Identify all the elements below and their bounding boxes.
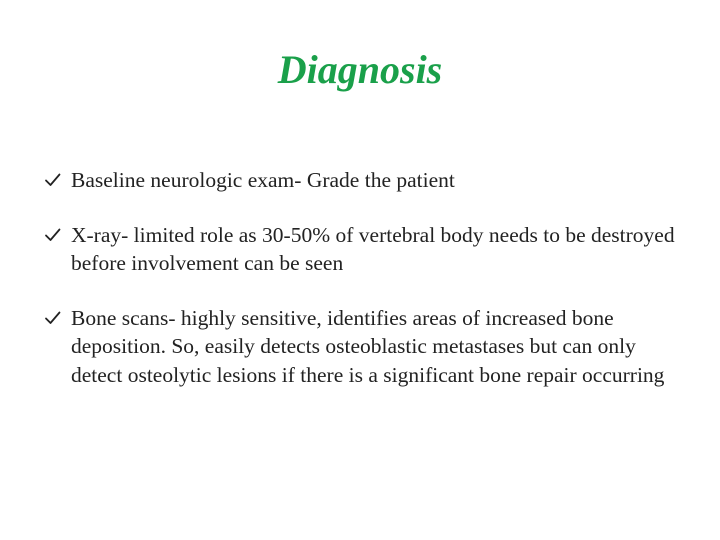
bullet-item [44, 166, 684, 195]
bullet-text: X-ray- limited role as 30-50% of vertebral body needs to be destroyed before involvement can be seen [71, 222, 675, 275]
slide-title: Diagnosis [277, 47, 443, 92]
checkmark-icon [44, 309, 62, 327]
bullet-item [44, 221, 684, 278]
checkmark-icon [44, 171, 62, 189]
checkmark-icon [44, 226, 62, 244]
bullet-item [44, 304, 684, 390]
bullet-text: Bone scans- highly sensitive, identifies areas of increased bone deposition. So, easily detects osteoblastic metastases but can only detect osteolytic lesions if there is a significant bone repair occurring [71, 305, 665, 387]
bullet-text: Baseline neurologic exam- Grade the patient [71, 168, 455, 192]
bullet-list [44, 166, 684, 415]
